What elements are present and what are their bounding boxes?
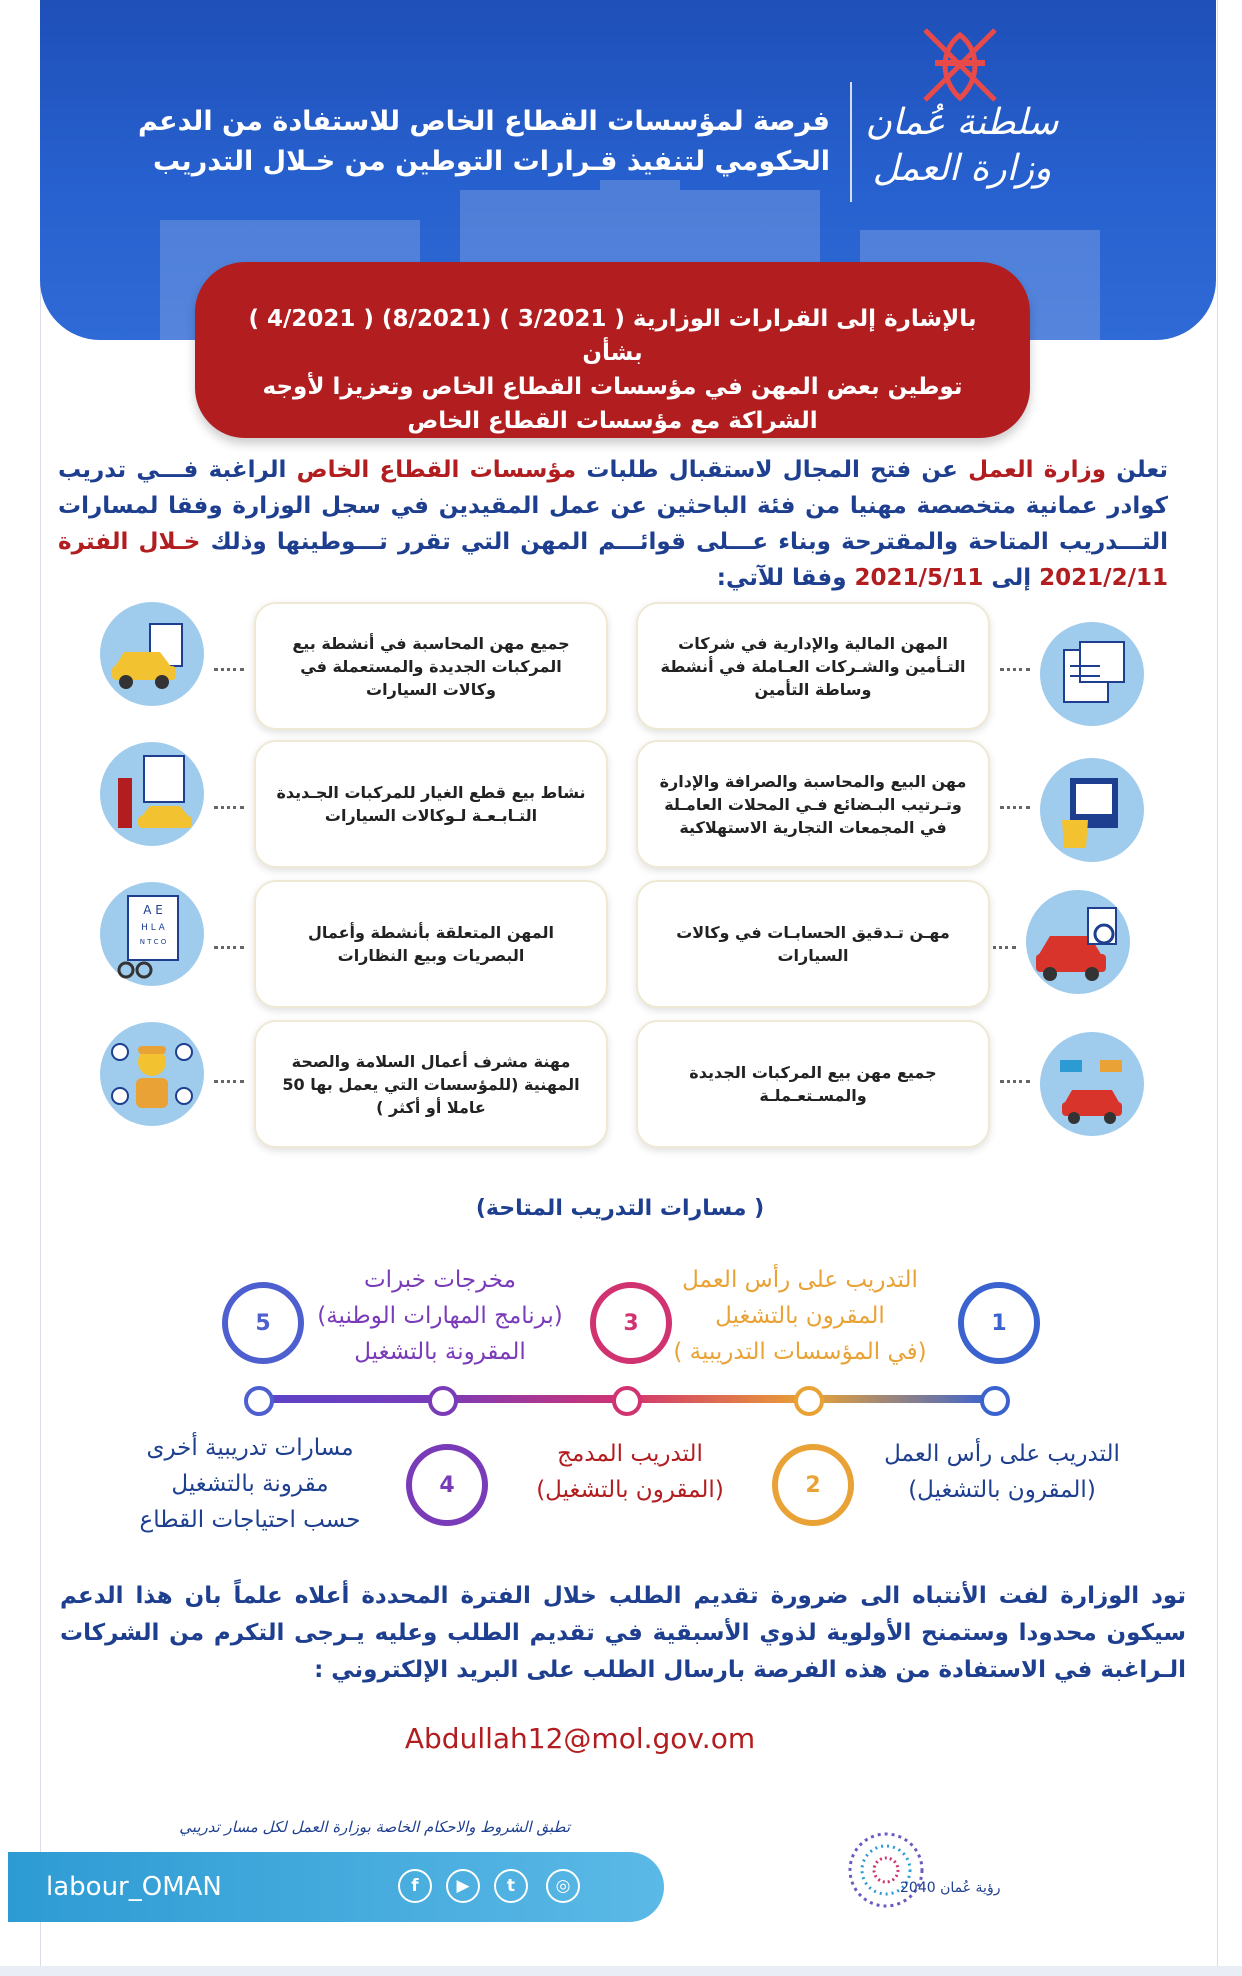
timeline-node xyxy=(794,1386,824,1416)
ministry-line2: وزارة العمل xyxy=(872,148,1052,189)
track-badge-3: 3 xyxy=(590,1282,672,1364)
intro-text-1: تعلن xyxy=(1106,457,1169,483)
tracks-title: ( مسارات التدريب المتاحة) xyxy=(475,1196,765,1221)
title-line1: فرصة لمؤسسات القطاع الخاص للاستفادة من الدعم xyxy=(137,106,830,137)
track-2-label xyxy=(842,1436,1162,1508)
reference-line3: الشراكة مع مؤسسات القطاع الخاص xyxy=(407,408,818,434)
track-3-line2: (برنامج المهارات الوطنية) xyxy=(317,1303,563,1329)
intro-text-5: وفقا للآتي: xyxy=(716,565,855,591)
page-title xyxy=(110,102,830,182)
intro-ministry: وزارة العمل xyxy=(968,457,1107,483)
svg-text:H L A: H L A xyxy=(141,923,165,933)
profession-text: مهنة مشرف أعمال السلامة والصحة المهنية (للمؤسسات التي يعمل بها 50 عاملا أو أكثر ) xyxy=(282,1051,580,1117)
track-4-label xyxy=(100,1430,400,1538)
track-3-line3: المقرونة بالتشغيل xyxy=(354,1339,526,1365)
connector-dots xyxy=(986,946,1016,949)
connector-dots xyxy=(214,1080,244,1083)
intro-paragraph xyxy=(58,452,1168,596)
car-accounting-icon xyxy=(100,602,204,706)
track-4-line3: حسب احتياجات القطاع xyxy=(139,1507,361,1533)
social-bar xyxy=(8,1852,664,1922)
timeline-node xyxy=(244,1386,274,1416)
contact-email[interactable]: Abdullah12@mol.gov.om xyxy=(404,1722,756,1755)
profession-text: المهن المالية والإدارية في شركات التـأمين والشـركات العـاملة في أنشطة وساطة التأمين xyxy=(660,633,966,699)
connector-dots xyxy=(1000,1080,1030,1083)
intro-period: خـلال الفترة 2021/2/11 xyxy=(58,529,1168,591)
track-3-line1: مخرجات خبرات xyxy=(364,1267,516,1293)
track-badge-1: 1 xyxy=(958,1282,1040,1364)
track-2b-line2: (المقرون بالتشغيل) xyxy=(536,1477,724,1503)
track-1-line1: التدريب على رأس العمل xyxy=(682,1267,918,1293)
documents-icon xyxy=(1040,622,1144,726)
profession-card xyxy=(636,880,990,1008)
timeline-node xyxy=(980,1386,1010,1416)
profession-card xyxy=(254,880,608,1008)
connector-dots xyxy=(1000,668,1030,671)
track-3-label xyxy=(280,1262,600,1370)
track-2b-line1: التدريب المدمج xyxy=(557,1441,703,1467)
profession-text: جميع مهن بيع المركبات الجديدة والمسـتعـملـة xyxy=(689,1063,937,1105)
profession-text: مهن البيع والمحاسبة والصرافة والإدارة وتـرتيب البـضائع فـي المحلات العامـلة في المجمعات التجارية الاستهلاكية xyxy=(659,771,967,837)
track-2-line2: (المقرون بالتشغيل) xyxy=(908,1477,1096,1503)
connector-dots xyxy=(214,668,244,671)
profession-card xyxy=(636,602,990,730)
track-2b-label xyxy=(470,1436,790,1508)
profession-text: نشاط بيع قطع الغيار للمركبات الجـديدة التـابـعـة لـوكالات السيارات xyxy=(276,783,586,825)
intro-date-end: 2021/5/11 xyxy=(854,565,984,591)
reference-box xyxy=(195,262,1030,438)
twitter-icon[interactable]: t xyxy=(494,1869,528,1903)
reference-line1: بالإشارة إلى القرارات الوزارية ( 3/2021 ) (8/2021) ( 4/2021 ) بشأن xyxy=(248,306,977,366)
bottom-divider xyxy=(0,1966,1242,1976)
track-1-label xyxy=(640,1262,960,1370)
profession-text: جميع مهن المحاسبة في أنشطة بيع المركبات الجديدة والمستعملة في وكالات السيارات xyxy=(292,633,570,699)
connector-dots xyxy=(1000,806,1030,809)
car-audit-icon xyxy=(1026,890,1130,994)
track-1-line2: المقرون بالتشغيل xyxy=(715,1303,885,1329)
intro-private-sector: مؤسسات القطاع الخاص xyxy=(296,457,577,483)
profession-card xyxy=(636,740,990,868)
oman-emblem-icon xyxy=(915,20,1005,110)
profession-card xyxy=(254,740,608,868)
title-line2: الحكومي لتنفيذ قـرارات التوطين من خـلال التدريب xyxy=(152,146,830,177)
timeline-node xyxy=(612,1386,642,1416)
connector-dots xyxy=(214,946,244,949)
track-badge-5: 5 xyxy=(222,1282,304,1364)
track-badge-4: 4 xyxy=(406,1444,488,1526)
profession-card xyxy=(636,1020,990,1148)
track-2-line1: التدريب على رأس العمل xyxy=(884,1441,1120,1467)
car-parts-icon xyxy=(100,742,204,846)
social-handle[interactable]: labour_OMAN xyxy=(46,1872,222,1902)
track-4-line1: مسارات تدريبية أخرى xyxy=(146,1435,354,1461)
notice-paragraph: تود الوزارة لفت الأنتباه الى ضرورة تقديم الطلب خلال الفترة المحددة أعلاه علماً بان هذا الدعم سيكون محدودا وستمنح الأولوية لذوي الأسبقية في تقديم الطلب وعليه يـرجى التكرم من الشركات الـراغبة في الاستفادة من هذه الفرصة بارسال الطلب على البريد الإلكتروني : xyxy=(60,1583,1186,1683)
shopping-icon xyxy=(1040,758,1144,862)
track-1-line3: (في المؤسسات التدريبية ) xyxy=(673,1339,927,1365)
profession-text: مهـن تـدقيق الحسابـات في وكالات السيارات xyxy=(676,923,950,965)
youtube-icon[interactable]: ▶ xyxy=(446,1869,480,1903)
track-badge-2: 2 xyxy=(772,1444,854,1526)
facebook-icon[interactable]: f xyxy=(398,1869,432,1903)
profession-card xyxy=(254,602,608,730)
intro-text-3: الراغبة فـــي تدريب كوادر عمانية متخصصة مهنيا من فئة الباحثين عن عمل المقيدين في سجل الوزارة وفقا لمسارات التـــدريب المتاحة والمقترحة وبناء عـــلى قوائـــم المهن التي تقرر تـــوطينها وذلك xyxy=(58,457,1168,555)
profession-card xyxy=(254,1020,608,1148)
svg-text:A E: A E xyxy=(143,903,163,917)
ministry-line1: سلطنة عُمان xyxy=(865,102,1059,143)
connector-dots xyxy=(214,806,244,809)
ministry-logo-text xyxy=(862,100,1062,192)
intro-text-2: عن فتح المجال لاستقبال طلبات xyxy=(576,457,969,483)
car-sale-icon xyxy=(1040,1032,1144,1136)
intro-text-4: إلى xyxy=(983,565,1040,591)
eye-chart-icon xyxy=(100,882,204,986)
safety-worker-icon xyxy=(100,1022,204,1126)
instagram-icon[interactable]: ◎ xyxy=(546,1869,580,1903)
terms-note: تطبق الشروط والاحكام الخاصة بوزارة العمل لكل مسار تدريبي xyxy=(179,1818,570,1836)
reference-line2: توطين بعض المهن في مؤسسات القطاع الخاص وتعزيزا لأوجه xyxy=(262,374,963,400)
svg-text:N T C O: N T C O xyxy=(139,938,167,946)
profession-text: المهن المتعلقة بأنشطة وأعمال البصريات وبيع النظارات xyxy=(308,923,554,965)
track-4-line2: مقرونة بالتشغيل xyxy=(171,1471,329,1497)
vision-label: رؤية عُمان 2040 xyxy=(900,1880,1001,1896)
timeline-node xyxy=(428,1386,458,1416)
header-divider xyxy=(850,82,852,202)
